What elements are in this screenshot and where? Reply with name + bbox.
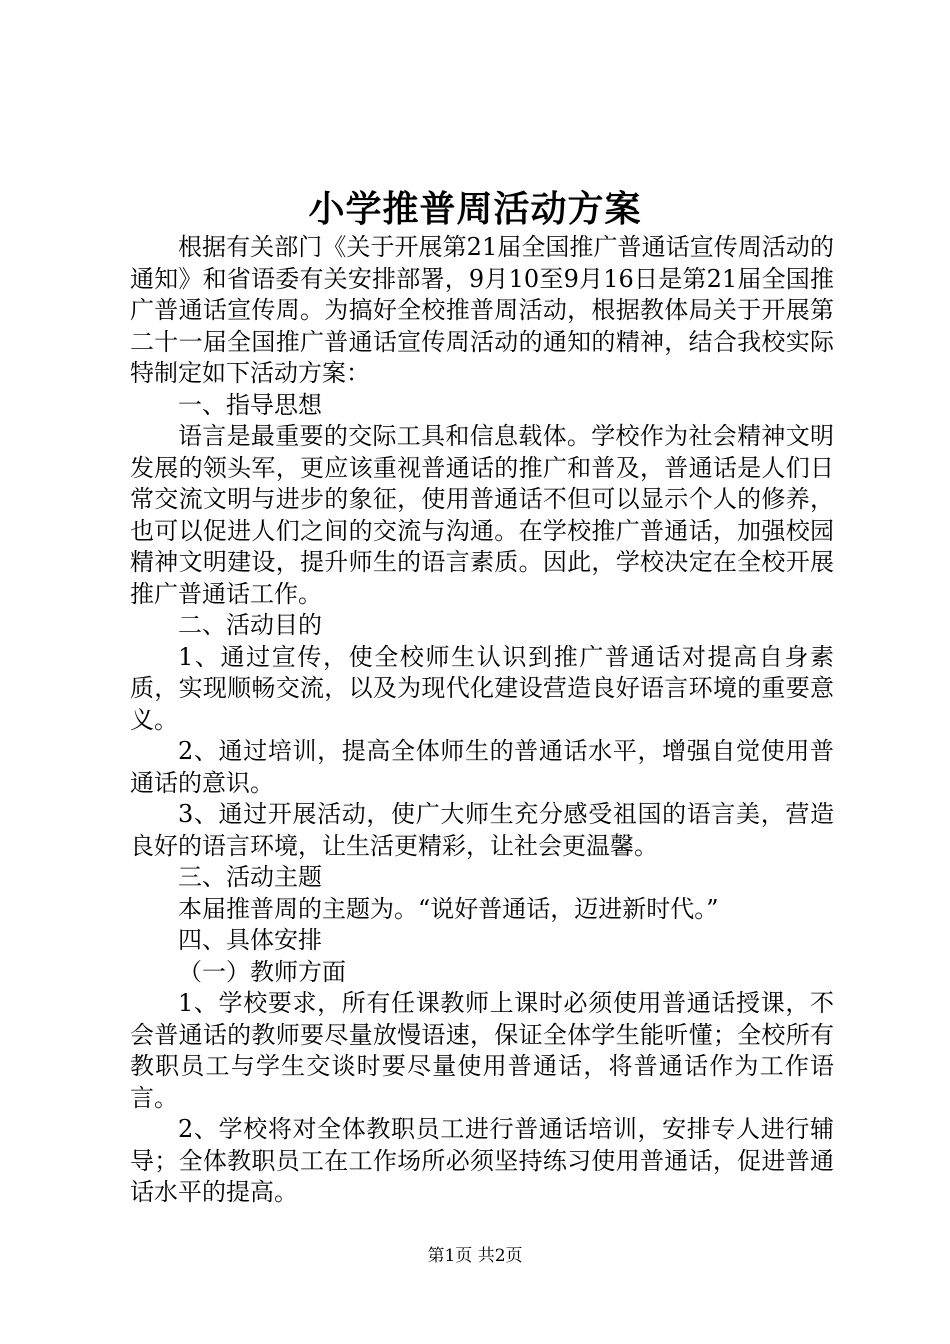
teacher-item-2: 2、学校将对全体教职员工进行普通话培训，安排专人进行辅导；全体教职员工在工作场所必须坚持练习使用普通话，促进普通话水平的提高。 (130, 1115, 834, 1206)
page-footer: 第1页 共2页 (427, 1246, 523, 1266)
section-heading-activity-purpose: 二、活动目的 (178, 611, 322, 639)
document-title: 小学推普周活动方案 (308, 188, 642, 230)
purpose-item-2: 2、通过培训，提高全体师生的普通话水平，增强自觉使用普通话的意识。 (130, 737, 834, 797)
section-heading-activity-theme: 三、活动主题 (178, 863, 322, 891)
subsection-heading-teachers: （一）教师方面 (178, 957, 346, 986)
document-body (130, 232, 834, 1209)
guiding-ideology-paragraph: 语言是最重要的交际工具和信息载体。学校作为社会精神文明发展的领头军，更应该重视普通话的推广和普及，普通话是人们日常交流文明与进步的象征，使用普通话不但可以显示个人的修养，也可以促进人们之间的交流与沟通。在学校推广普通话，加强校园精神文明建设，提升师生的语言素质。因此，学校决定在全校开展推广普通话工作。 (130, 422, 834, 608)
section-heading-arrangements: 四、具体安排 (178, 926, 322, 954)
intro-paragraph: 根据有关部门《关于开展第21届全国推广普通话宣传周活动的通知》和省语委有关安排部署，9月10至9月16日是第21届全国推广普通话宣传周。为搞好全校推普周活动，根据教体局关于开展第二十一届全国推广普通话宣传周活动的通知的精神，结合我校实际特制定如下活动方案： (130, 233, 834, 387)
section-heading-guiding-ideology: 一、指导思想 (178, 390, 322, 419)
purpose-item-3: 3、通过开展活动，使广大师生充分感受祖国的语言美，营造良好的语言环境，让生活更精彩，让社会更温馨。 (130, 800, 834, 860)
theme-paragraph: 本届推普周的主题为。“说好普通话，迈进新时代。” (178, 894, 719, 923)
teacher-item-1: 1、学校要求，所有任课教师上课时必须使用普通话授课，不会普通话的教师要尽量放慢语速，保证全体学生能听懂；全校所有教职员工与学生交谈时要尽量使用普通话，将普通话作为工作语言。 (130, 989, 834, 1112)
purpose-item-1: 1、通过宣传，使全校师生认识到推广普通话对提高自身素质，实现顺畅交流，以及为现代化建设营造良好语言环境的重要意义。 (130, 642, 834, 734)
